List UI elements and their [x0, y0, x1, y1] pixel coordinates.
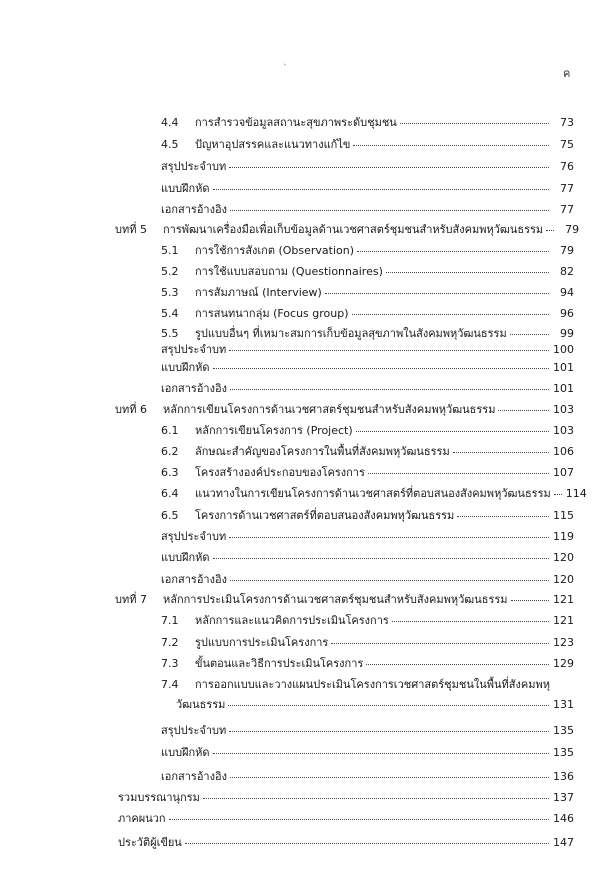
toc-page-number: 135	[553, 746, 574, 759]
toc-leader-dots	[229, 537, 549, 538]
toc-entry	[118, 812, 574, 826]
toc-leader-dots	[498, 410, 549, 411]
toc-entry	[176, 698, 574, 712]
toc-page-number: 96	[560, 307, 574, 320]
toc-entry	[115, 593, 574, 607]
toc-entry	[161, 361, 574, 375]
toc-title: สรุปประจำบท	[161, 160, 227, 173]
toc-title: หลักการเขียนโครงการ (Project)	[195, 424, 353, 437]
toc-page-number: 82	[560, 265, 574, 278]
toc-section-number: 6.2	[161, 445, 179, 458]
toc-page-number: 103	[553, 424, 574, 437]
scan-speck: `	[283, 64, 288, 74]
toc-leader-dots	[185, 843, 549, 844]
toc-entry	[161, 770, 574, 784]
toc-entry	[161, 307, 574, 321]
toc-page-number: 120	[553, 551, 574, 564]
toc-leader-dots	[213, 368, 549, 369]
toc-entry	[161, 614, 574, 628]
toc-title: ประวัติผู้เขียน	[118, 836, 182, 849]
toc-title: การออกแบบและวางแผนประเมินโครงการเวชศาสตร์ชุมชนในพื้นที่สังคมพหุ	[195, 678, 550, 691]
toc-page-number: 135	[553, 724, 574, 737]
toc-leader-dots	[213, 753, 549, 754]
toc-section-number: 6.5	[161, 509, 179, 522]
toc-title: ปัญหาอุปสรรคและแนวทางแก้ไข	[195, 138, 351, 151]
toc-section-number: 5.3	[161, 286, 179, 299]
page-number-marker: ค	[563, 67, 571, 80]
toc-leader-dots	[230, 210, 549, 211]
toc-leader-dots	[230, 389, 549, 390]
toc-entry	[161, 678, 574, 692]
toc-title: วัฒนธรรม	[176, 698, 226, 711]
toc-page-number: 79	[560, 244, 574, 257]
toc-chapter-label: บทที่ 7	[115, 593, 147, 606]
toc-title: แบบฝึกหัด	[161, 551, 210, 564]
toc-leader-dots	[230, 580, 549, 581]
toc-section-number: 6.4	[161, 487, 179, 500]
toc-page-number: 147	[553, 836, 574, 849]
toc-page-number: 123	[553, 636, 574, 649]
toc-leader-dots	[457, 516, 549, 517]
toc-leader-dots	[229, 731, 549, 732]
toc-title: หลักการประเมินโครงการด้านเวชศาสตร์ชุมชนสำหรับสังคมพหุวัฒนธรรม	[163, 593, 508, 606]
toc-leader-dots	[386, 272, 549, 273]
toc-page-number: 103	[553, 403, 574, 416]
toc-section-number: 7.1	[161, 614, 179, 627]
toc-leader-dots	[213, 189, 549, 190]
toc-entry	[161, 530, 574, 544]
toc-title: การสนทนากลุ่ม (Focus group)	[195, 307, 349, 320]
toc-page-number: 99	[560, 327, 574, 340]
toc-entry	[161, 343, 574, 357]
toc-leader-dots	[325, 293, 549, 294]
toc-entry	[161, 116, 574, 130]
toc-leader-dots	[229, 350, 549, 351]
toc-entry	[161, 551, 574, 565]
toc-page-number: 129	[553, 657, 574, 670]
toc-title: สรุปประจำบท	[161, 724, 227, 737]
toc-page-number: 107	[553, 466, 574, 479]
toc-entry	[118, 836, 574, 850]
toc-title: เอกสารอ้างอิง	[161, 573, 227, 586]
toc-entry	[161, 424, 574, 438]
toc-page-number: 114	[565, 487, 587, 500]
toc-leader-dots	[546, 230, 554, 231]
toc-entry	[161, 138, 574, 152]
toc-page-number: 77	[560, 203, 574, 216]
toc-title: แบบฝึกหัด	[161, 746, 210, 759]
toc-title: ขั้นตอนและวิธีการประเมินโครงการ	[195, 657, 364, 670]
toc-entry	[161, 382, 574, 396]
toc-leader-dots	[352, 314, 549, 315]
toc-leader-dots	[230, 777, 549, 778]
toc-entry	[161, 182, 574, 196]
toc-section-number: 7.3	[161, 657, 179, 670]
toc-section-number: 5.1	[161, 244, 179, 257]
toc-entry	[118, 791, 574, 805]
toc-page-number: 79	[565, 223, 580, 236]
toc-title: สรุปประจำบท	[161, 530, 227, 543]
toc-title: โครงการด้านเวชศาสตร์ที่ตอบสนองสังคมพหุวัฒนธรรม	[195, 509, 455, 522]
toc-page-number: 73	[560, 116, 574, 129]
toc-leader-dots	[511, 600, 549, 601]
toc-section-number: 5.5	[161, 327, 179, 340]
toc-leader-dots	[357, 251, 549, 252]
toc-page-number: 119	[553, 530, 574, 543]
toc-page-number: 101	[553, 382, 574, 395]
toc-section-number: 4.5	[161, 138, 179, 151]
toc-section-number: 5.2	[161, 265, 179, 278]
toc-leader-dots	[228, 705, 549, 706]
toc-entry	[161, 657, 574, 671]
toc-page-number: 76	[560, 160, 574, 173]
toc-entry	[161, 724, 574, 738]
toc-page-number: 131	[553, 698, 574, 711]
toc-title: แบบฝึกหัด	[161, 182, 210, 195]
toc-section-number: 7.4	[161, 678, 179, 691]
toc-leader-dots	[366, 664, 549, 665]
toc-title: การสำรวจข้อมูลสถานะสุขภาพระดับชุมชน	[195, 116, 397, 129]
toc-leader-dots	[169, 819, 549, 820]
toc-section-number: 4.4	[161, 116, 179, 129]
toc-entry	[161, 636, 574, 650]
toc-page-number: 136	[553, 770, 574, 783]
toc-chapter-label: บทที่ 6	[115, 403, 147, 416]
toc-page-number: 121	[553, 593, 574, 606]
toc-page-number: 100	[553, 343, 574, 356]
toc-section-number: 5.4	[161, 307, 179, 320]
toc-title: เอกสารอ้างอิง	[161, 203, 227, 216]
toc-entry	[161, 203, 574, 217]
toc-title: โครงสร้างองค์ประกอบของโครงการ	[195, 466, 365, 479]
toc-section-number: 7.2	[161, 636, 179, 649]
toc-title: หลักการและแนวคิดการประเมินโครงการ	[195, 614, 389, 627]
toc-title: การใช้แบบสอบถาม (Questionnaires)	[195, 265, 383, 278]
toc-title: ลักษณะสำคัญของโครงการในพื้นที่สังคมพหุวัฒนธรรม	[195, 445, 450, 458]
toc-entry	[161, 509, 574, 523]
toc-leader-dots	[392, 621, 549, 622]
toc-section-number: 6.3	[161, 466, 179, 479]
toc-page-number: 77	[560, 182, 574, 195]
toc-section-number: 6.1	[161, 424, 179, 437]
toc-entry	[161, 244, 574, 258]
toc-leader-dots	[331, 643, 549, 644]
toc-page-number: 75	[560, 138, 574, 151]
toc-entry	[115, 403, 574, 417]
toc-entry	[161, 327, 574, 341]
toc-leader-dots	[400, 123, 549, 124]
toc-entry	[161, 466, 574, 480]
toc-title: การสัมภาษณ์ (Interview)	[195, 286, 322, 299]
toc-title: หลักการเขียนโครงการด้านเวชศาสตร์ชุมชนสำหรับสังคมพหุวัฒนธรรม	[163, 403, 496, 416]
toc-leader-dots	[356, 431, 549, 432]
toc-entry	[161, 487, 587, 501]
toc-entry	[161, 160, 574, 174]
toc-page-number: 94	[560, 286, 574, 299]
toc-page-number: 101	[553, 361, 574, 374]
toc-entry	[161, 445, 574, 459]
toc-entry	[161, 265, 574, 279]
toc-page-number: 115	[553, 509, 574, 522]
toc-page-number: 146	[553, 812, 574, 825]
toc-leader-dots	[368, 473, 549, 474]
toc-title: แนวทางในการเขียนโครงการด้านเวชศาสตร์ที่ตอบสนองสังคมพหุวัฒนธรรม	[195, 487, 551, 500]
toc-leader-dots	[353, 145, 549, 146]
toc-title: สรุปประจำบท	[161, 343, 227, 356]
toc-page-number: 137	[553, 791, 574, 804]
toc-leader-dots	[203, 798, 549, 799]
toc-title: รูปแบบอื่นๆ ที่เหมาะสมการเก็บข้อมูลสุขภาพในสังคมพหุวัฒนธรรม	[195, 327, 507, 340]
toc-leader-dots	[453, 452, 549, 453]
toc-leader-dots	[229, 167, 549, 168]
toc-chapter-label: บทที่ 5	[115, 223, 147, 236]
toc-entry	[115, 223, 580, 237]
toc-title: เอกสารอ้างอิง	[161, 382, 227, 395]
toc-title: รูปแบบการประเมินโครงการ	[195, 636, 329, 649]
toc-entry	[161, 573, 574, 587]
toc-title: การใช้การสังเกต (Observation)	[195, 244, 355, 257]
toc-title: รวมบรรณานุกรม	[118, 791, 200, 804]
toc-entry	[161, 286, 574, 300]
toc-entry	[161, 746, 574, 760]
toc-page-number: 106	[553, 445, 574, 458]
toc-title: การพัฒนาเครื่องมือเพื่อเก็บข้อมูลด้านเวชศาสตร์ชุมชนสำหรับสังคมพหุวัฒนธรรม	[163, 223, 544, 236]
toc-leader-dots	[213, 558, 549, 559]
toc-page-number: 121	[553, 614, 574, 627]
toc-title: แบบฝึกหัด	[161, 361, 210, 374]
toc-title: เอกสารอ้างอิง	[161, 770, 227, 783]
toc-title: ภาคผนวก	[118, 812, 166, 825]
toc-leader-dots	[554, 494, 562, 495]
toc-page-number: 120	[553, 573, 574, 586]
toc-leader-dots	[510, 334, 549, 335]
